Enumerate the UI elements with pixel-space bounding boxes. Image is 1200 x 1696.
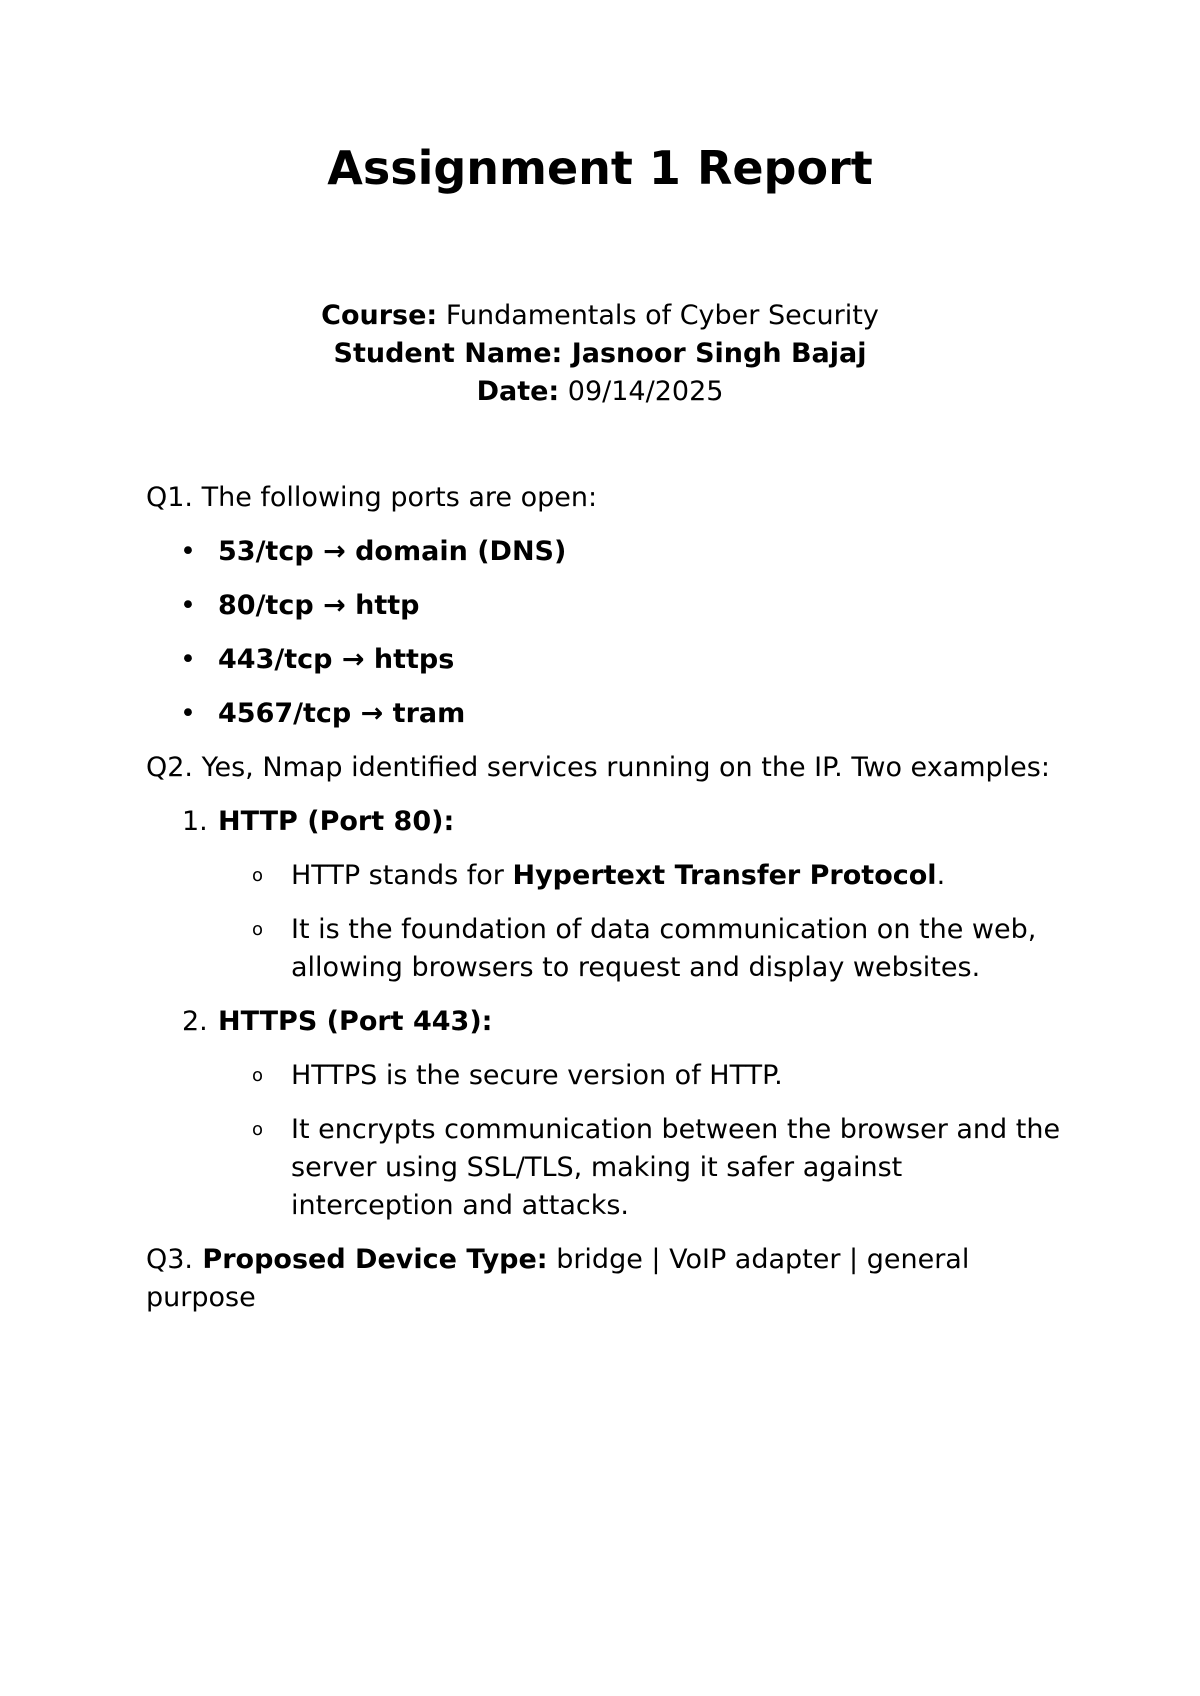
list-item <box>218 911 1066 987</box>
open-ports-list <box>146 533 1066 733</box>
example-number: 1. <box>182 806 208 837</box>
point-text: HTTP stands for <box>291 860 513 891</box>
circle-bullet-icon: o <box>252 1065 264 1086</box>
port-entry: 443/tcp → https <box>218 644 455 675</box>
list-item <box>218 1111 1066 1225</box>
list-item <box>146 587 1066 625</box>
q1-paragraph <box>146 479 1066 517</box>
list-item <box>146 533 1066 571</box>
list-item <box>146 695 1066 733</box>
student-line <box>0 335 1200 373</box>
point-text: It is the foundation of data communication on the web, allowing browsers to request and display websites. <box>291 914 1037 983</box>
student-label: Student Name: <box>333 338 563 369</box>
q2-prefix: Q2. <box>146 752 194 783</box>
bullet-icon: • <box>180 644 196 675</box>
bullet-icon: • <box>180 698 196 729</box>
port-entry: 4567/tcp → tram <box>218 698 466 729</box>
bullet-icon: • <box>180 590 196 621</box>
point-text-end: . <box>936 860 946 891</box>
q1-prefix: Q1. <box>146 482 194 513</box>
list-item <box>146 803 1066 987</box>
circle-bullet-icon: o <box>252 1119 264 1140</box>
list-item <box>146 1003 1066 1225</box>
date-value: 09/14/2025 <box>559 376 724 407</box>
example-points <box>218 1057 1066 1225</box>
course-label: Course: <box>321 300 438 331</box>
q2-paragraph <box>146 749 1066 787</box>
course-value: Fundamentals of Cyber Security <box>437 300 879 331</box>
port-entry: 53/tcp → domain (DNS) <box>218 536 567 567</box>
example-title: HTTPS (Port 443): <box>218 1006 493 1037</box>
list-item <box>146 641 1066 679</box>
bullet-icon: • <box>180 536 196 567</box>
report-meta <box>0 297 1200 411</box>
q1-text: The following ports are open: <box>193 482 598 513</box>
date-label: Date: <box>476 376 560 407</box>
q3-paragraph <box>146 1241 1066 1317</box>
report-body <box>146 479 1066 1333</box>
port-entry: 80/tcp → http <box>218 590 420 621</box>
page-title: Assignment 1 Report <box>327 141 873 195</box>
student-value: Jasnoor Singh Bajaj <box>562 338 867 369</box>
service-examples-list <box>146 803 1066 1225</box>
q3-prefix: Q3. <box>146 1244 194 1275</box>
q2-text: Yes, Nmap identified services running on the IP. Two examples: <box>193 752 1050 783</box>
example-title: HTTP (Port 80): <box>218 806 455 837</box>
point-bold-text: Hypertext Transfer Protocol <box>512 860 937 891</box>
example-number: 2. <box>182 1006 208 1037</box>
q3-label: Proposed Device Type: <box>193 1244 548 1275</box>
list-item <box>218 1057 1066 1095</box>
circle-bullet-icon: o <box>252 865 264 886</box>
course-line <box>0 297 1200 335</box>
circle-bullet-icon: o <box>252 919 264 940</box>
point-text: HTTPS is the secure version of HTTP. <box>291 1060 783 1091</box>
date-line <box>0 373 1200 411</box>
q3-value: bridge | VoIP adapter | general purpose <box>146 1244 970 1313</box>
point-text: It encrypts communication between the browser and the server using SSL/TLS, making it safer against interception and attacks. <box>291 1114 1061 1221</box>
list-item <box>218 857 1066 895</box>
example-points <box>218 857 1066 987</box>
